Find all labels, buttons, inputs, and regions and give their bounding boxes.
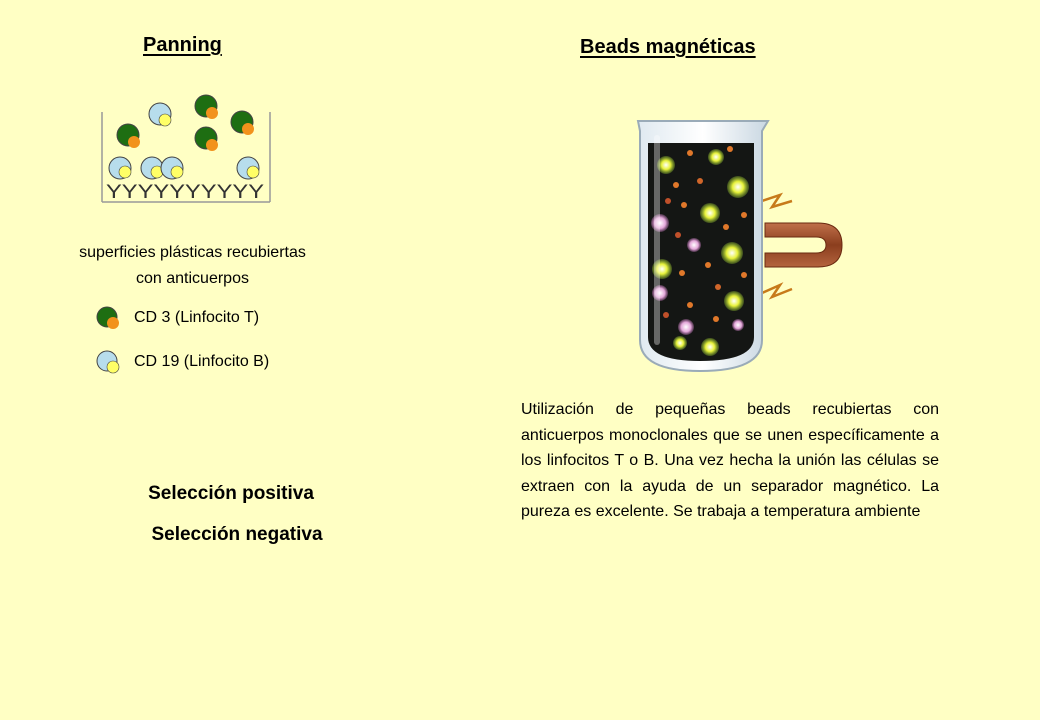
panning-diagram bbox=[98, 92, 278, 207]
b-cell-icon bbox=[96, 349, 122, 375]
b-cell-floating bbox=[149, 103, 171, 126]
beads-title: Beads magnéticas bbox=[580, 36, 756, 58]
panning-title: Panning bbox=[143, 34, 222, 56]
antibody-row: YYYYYYYYYY bbox=[106, 182, 265, 203]
b-cell-bound bbox=[237, 157, 259, 179]
legend-b-label: CD 19 (Linfocito B) bbox=[134, 353, 270, 370]
t-cell-floating bbox=[195, 95, 218, 119]
tube-highlight bbox=[654, 135, 660, 345]
magnet-icon bbox=[765, 223, 842, 267]
test-tube-illustration bbox=[620, 115, 845, 377]
caption-line-1: superficies plásticas recubiertas bbox=[79, 244, 306, 261]
seleccion-negativa: Selección negativa bbox=[151, 524, 323, 545]
spark-icon bbox=[762, 285, 792, 297]
legend-t-label: CD 3 (Linfocito T) bbox=[134, 309, 260, 326]
caption-line-2: con anticuerpos bbox=[136, 270, 249, 287]
b-cell-bound bbox=[109, 157, 131, 179]
t-cell-floating bbox=[117, 124, 140, 148]
t-cell-floating bbox=[231, 111, 254, 135]
beads-description: Utilización de pequeñas beads recubiertas con anticuerpos monoclonales que se unen específicamente a los linfocitos T o B. Una vez hecha la unión las células se extraen con la ayuda de un separador magnético. La pureza es excelente. Se trabaja a temperatura ambiente bbox=[521, 401, 939, 520]
spark-icon bbox=[762, 195, 792, 207]
panning-caption bbox=[35, 240, 350, 292]
seleccion-positiva: Selección positiva bbox=[148, 483, 314, 504]
legend-t-cell bbox=[96, 305, 259, 331]
legend-b-cell bbox=[96, 349, 269, 375]
b-cell-bound bbox=[141, 157, 163, 179]
b-cell-bound bbox=[161, 157, 183, 179]
t-cell-floating bbox=[195, 127, 218, 151]
t-cell-icon bbox=[96, 305, 122, 331]
